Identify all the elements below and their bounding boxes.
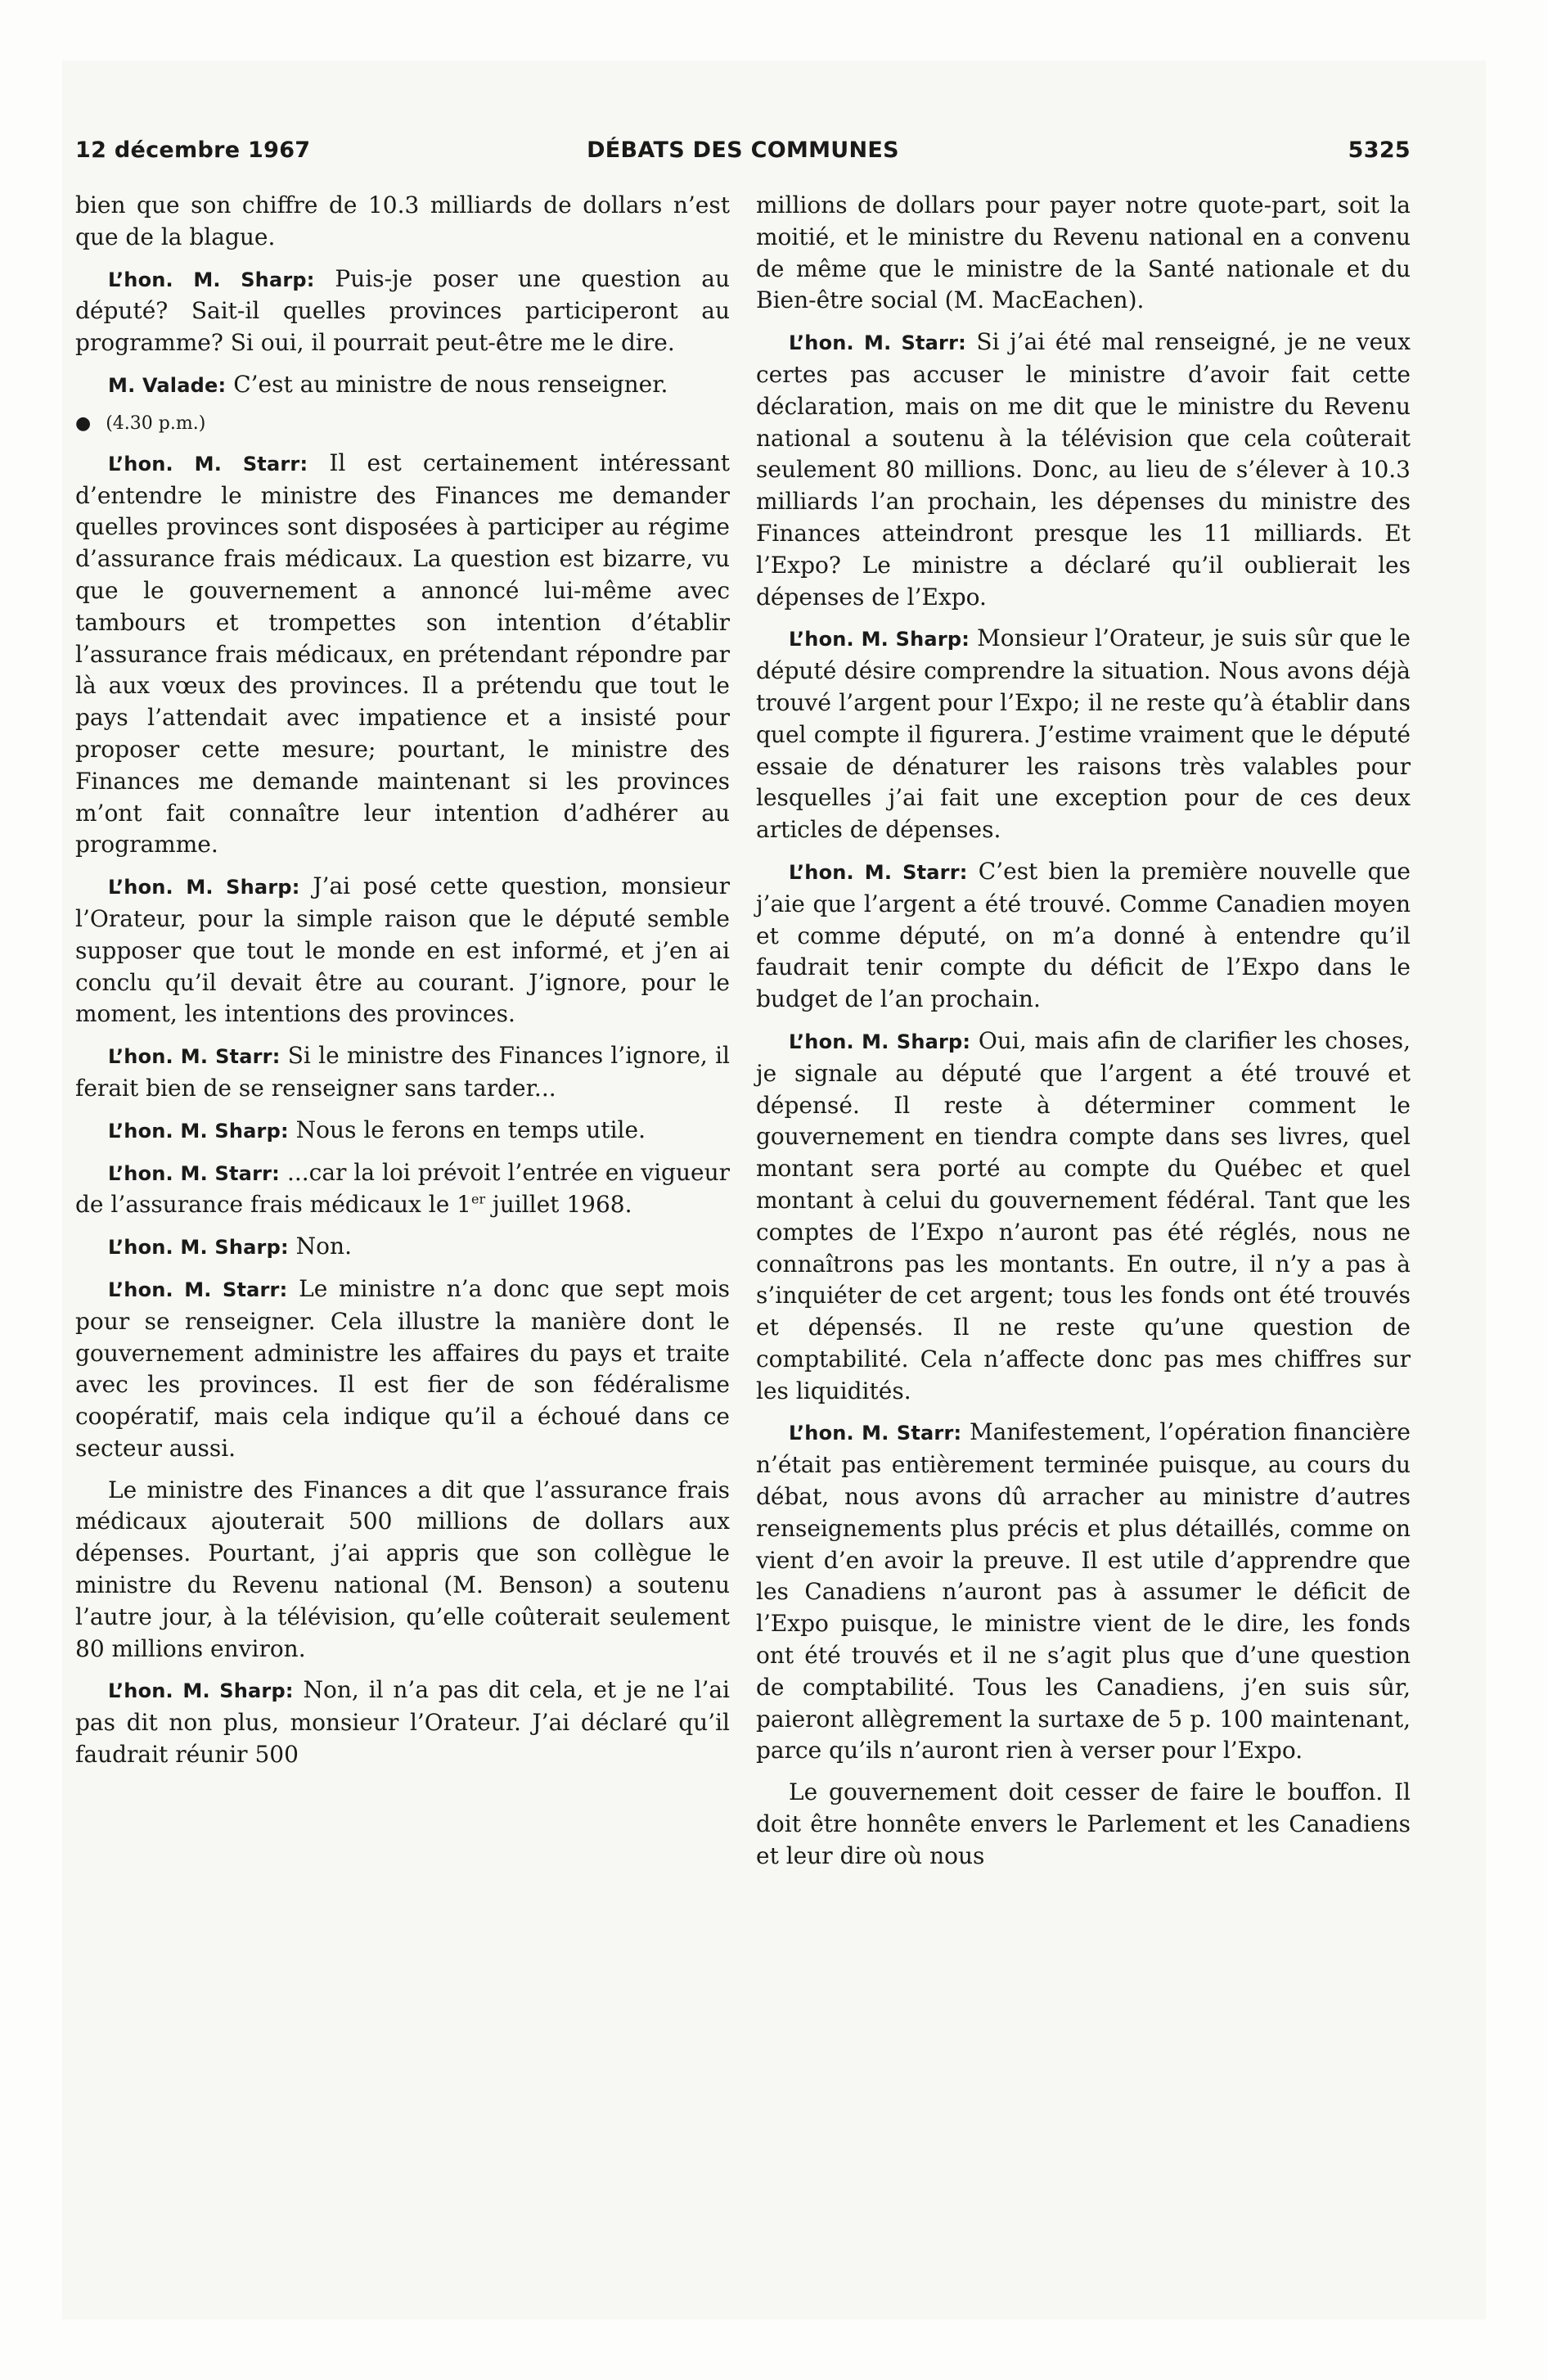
speech-text: Non. [295, 1233, 352, 1260]
right-column [756, 190, 1411, 1882]
speech-text: Oui, mais afin de clarifier les choses, je signale au député que l’argent a été trouvé et dépensé. Il reste à déterminer comment le gouvernement en tiendra compte dans ses livres, quel montant sera porté au compte du Québec et quel montant à celui du gouvernement fédéral. Tant que les comptes de l’Expo n’auront pas été réglés, nous ne connaîtrons pas les montants. En outre, il n’y a pas à s’inquiéter de cet argent; tous les fonds ont été trouvés et dépensés. Il ne reste qu’une question de comptabilité. Cela n’affecte donc pas mes chiffres sur les liquidités. [756, 1026, 1411, 1404]
speaker-name: L’hon. M. Sharp: [108, 1679, 294, 1703]
paragraph: millions de dollars pour payer notre quote-part, soit la moitié, et le ministre du Revenu national en a convenu de même que le ministre de la Santé nationale et du Bien-être social (M. MacEachen). [756, 192, 1411, 314]
header-date: 12 décembre 1967 [75, 137, 311, 163]
left-column [75, 190, 730, 1781]
speaker-name: L’hon. M. Starr: [789, 1422, 962, 1445]
paragraph [75, 1675, 730, 1770]
paragraph [756, 1777, 1411, 1872]
paragraph [756, 1025, 1411, 1408]
speech-text: Manifestement, l’opération financière n’était pas entièrement terminée puisque, au cours du débat, nous avons dû arracher au ministre d’autres renseignements plus précis et plus détaillés, comme on vient d’en avoir la preuve. Il est utile d’apprendre que les Canadiens n’auront pas à assumer le déficit de l’Expo puisque, le ministre vient de le dire, les fonds ont été trouvés et il ne s’agit plus que d’une question de comptabilité. Tous les Canadiens, j’en suis sûr, paieront allègrement la surtaxe de 5 p. 100 maintenant, parce qu’ils n’auront rien à verser pour l’Expo. [756, 1418, 1411, 1765]
speech-text: Le ministre n’a donc que sept mois pour se renseigner. Cela illustre la manière dont le gouvernement administre les affaires du pays et traite avec les provinces. Il est fier de son fédéralisme coopératif, mais cela indique qu’il a échoué dans ce secteur aussi. [75, 1274, 730, 1462]
speaker-name: L’hon. M. Starr: [789, 331, 966, 355]
speech-text: Le ministre des Finances a dit que l’assurance frais médicaux ajouterait 500 millions de dollars aux dépenses. Pourtant, j’ai appris que son collègue le ministre du Revenu national (M. Benson) a soutenu l’autre jour, à la télévision, qu’elle coûterait seulement 80 millions environ. [75, 1476, 730, 1662]
paragraph [756, 1417, 1411, 1767]
speech-text: Monsieur l’Orateur, je suis sûr que le député désire comprendre la situation. Nous avons déjà trouvé l’argent pour l’Expo; il ne reste qu’à établir dans quel compte il figurera. J’estime vraiment que le député essaie de dénaturer les raisons très valables pour lesquelles j’ai fait une exception pour de ces deux articles de dépenses. [756, 624, 1411, 844]
speech-text: Nous le ferons en temps utile. [295, 1116, 646, 1143]
paragraph [75, 1231, 730, 1264]
speaker-name: L’hon. M. Starr: [108, 1161, 280, 1185]
paragraph [75, 1475, 730, 1666]
paragraph [75, 448, 730, 861]
paragraph [756, 327, 1411, 613]
time-marker: ● (4.30 p.m.) [75, 412, 206, 434]
speech-text: Si j’ai été mal renseigné, je ne veux certes pas accuser le ministre d’avoir fait cette déclaration, mais on me dit que le ministre du Revenu national a soutenu à la télévision que cela coûterait seulement 80 millions. Donc, au lieu de s’élever à 10.3 milliards l’an prochain, les dépenses du ministre des Finances atteindront presque les 11 milliards. Et l’Expo? Le ministre a déclaré qu’il oublierait les dépenses de l’Expo. [756, 328, 1411, 611]
speaker-name: L’hon. M. Starr: [108, 1278, 288, 1301]
speech-text: C’est bien la première nouvelle que j’aie que l’argent a été trouvé. Comme Canadien moyen et comme député, on m’a donné à entendre qu’il faudrait tenir compte du déficit de l’Expo dans le budget de l’an prochain. [756, 857, 1411, 1013]
speaker-name: L’hon. M. Starr: [789, 860, 968, 884]
speaker-name: L’hon. M. Sharp: [789, 1030, 971, 1053]
paragraph [75, 871, 730, 1030]
paragraph [756, 856, 1411, 1016]
page-header [75, 137, 1411, 170]
speech-text: J’ai posé cette question, monsieur l’Orateur, pour la simple raison que le député semble supposer que tout le monde en est informé, et j’en ai conclu qu’il devait être au courant. J’ignore, pour le moment, les intentions des provinces. [75, 872, 730, 1028]
speaker-name: L’hon. M. Starr: [108, 1045, 281, 1069]
speaker-name: L’hon. M. Sharp: [108, 876, 300, 899]
speech-text: Il est certainement intéressant d’entendre le ministre des Finances me demander quelles provinces sont disposées à participer au régime d’assurance frais médicaux. La question est bizarre, vu que le gouvernement a annoncé lui-même avec tambours et trompettes son intention d’établir l’assurance frais médicaux, en prétendant répondre par là aux vœux des provinces. Il a prétendu que tout le pays l’attendait avec impatience et a insisté pour proposer cette mesure; pourtant, le ministre des Finances me demande maintenant si les provinces m’ont fait connaître leur intention d’adhérer au programme. [75, 449, 730, 859]
paragraph: bien que son chiffre de 10.3 milliards de dollars n’est que de la blague. [75, 192, 730, 250]
speech-text: Le gouvernement doit cesser de faire le bouffon. Il doit être honnête envers le Parlement et les Canadiens et leur dire où nous [756, 1778, 1411, 1869]
bullet-icon: ● [75, 412, 92, 434]
paragraph [75, 264, 730, 359]
speech-text: Puis-je poser une question au député? Sait-il quelles provinces participeront au programme? Si oui, il pourrait peut-être me le dire. [75, 264, 730, 357]
speaker-name: L’hon. M. Starr: [108, 452, 308, 476]
paragraph [75, 1040, 730, 1105]
header-page-number: 5325 [1348, 137, 1411, 163]
speech-text: ...car la loi prévoit l’entrée en vigueur de l’assurance frais médicaux le 1 [75, 1158, 730, 1219]
paragraph [75, 1157, 730, 1222]
speech-text: juillet 1968. [485, 1191, 632, 1219]
header-title: DÉBATS DES COMMUNES [587, 137, 899, 163]
speaker-name: L’hon. M. Sharp: [108, 1236, 289, 1260]
superscript: er [470, 1191, 486, 1207]
speech-text: Non, il n’a pas dit cela, et je ne l’ai pas dit non plus, monsieur l’Orateur. J’ai déclaré qu’il faudrait réunir 500 [75, 1676, 731, 1769]
paragraph [75, 1273, 730, 1465]
speech-text: Si le ministre des Finances l’ignore, il ferait bien de se renseigner sans tarder... [75, 1042, 730, 1102]
speaker-name: L’hon. M. Sharp: [108, 268, 315, 291]
speaker-name: M. Valade: [108, 373, 227, 397]
speech-text: C’est au ministre de nous renseigner. [233, 370, 668, 398]
speaker-name: L’hon. M. Sharp: [789, 628, 970, 651]
paragraph [75, 1115, 730, 1147]
paragraph [75, 369, 730, 402]
speaker-name: L’hon. M. Sharp: [108, 1119, 289, 1143]
paragraph [756, 623, 1411, 846]
